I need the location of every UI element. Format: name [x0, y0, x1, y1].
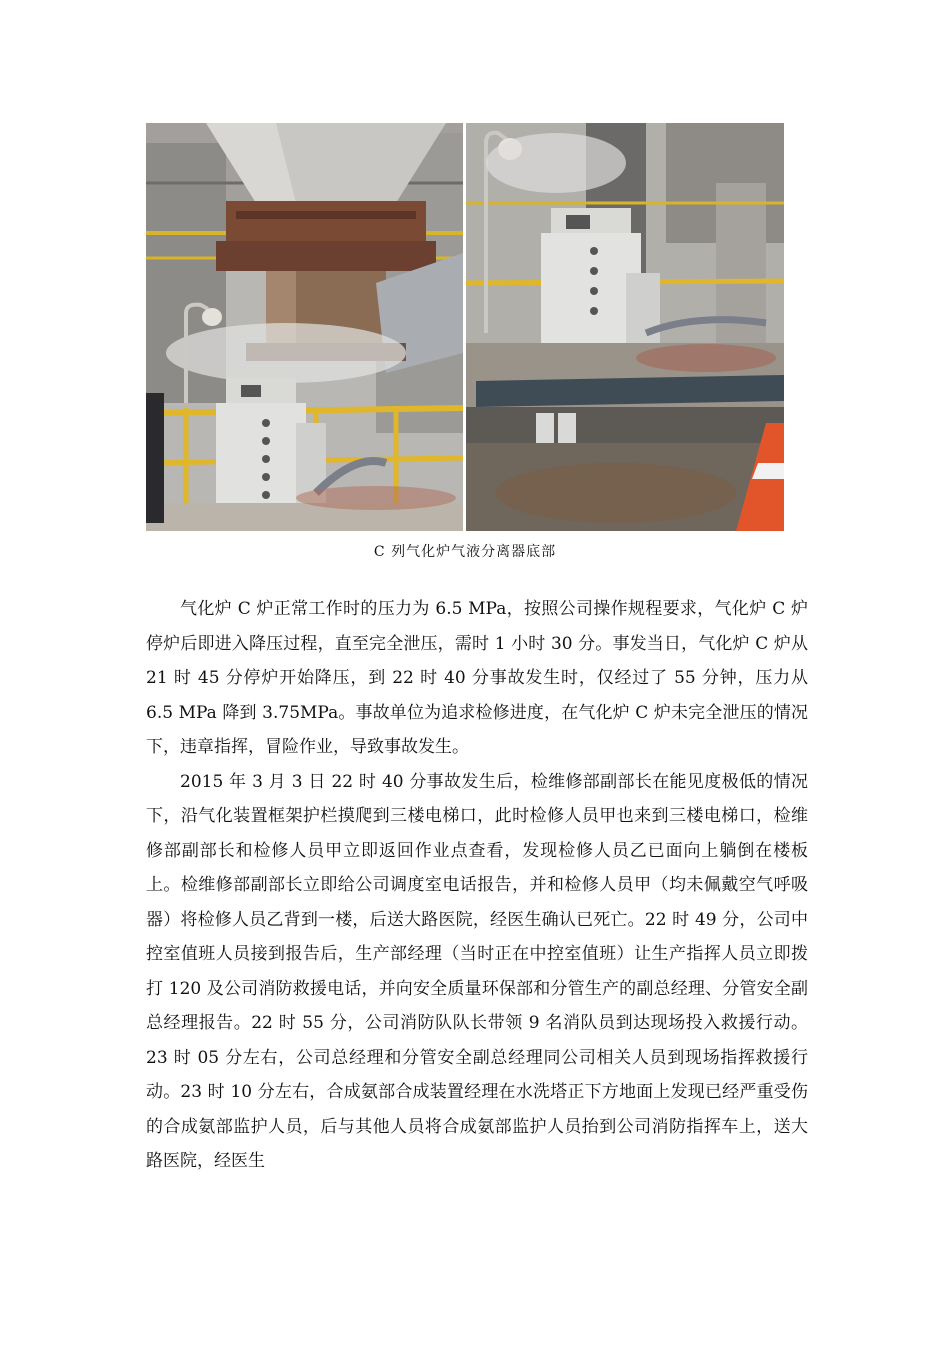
paragraph-pressure-process: 气化炉 C 炉正常工作时的压力为 6.5 MPa，按照公司操作规程要求，气化炉 C 炉停炉后即进入降压过程，直至完全泄压，需时 1 小时 30 分。事发当日，气化炉 C 炉从 21 时 45 分停炉开始降压，到 22 时 40 分事故发生时，仅经过了 55 分钟，压力从 6.5 MPa 降到 3.75MPa。事故单位为追求检修进度，在气化炉 C 炉未完全泄压的情况下，违章指挥，冒险作业，导致事故发生。	[146, 599, 808, 757]
body-text	[146, 592, 808, 1179]
photo-figure	[146, 123, 784, 531]
separator-bottom-photo-right	[466, 123, 784, 531]
separator-bottom-photo-left	[146, 123, 463, 531]
figure-caption: C 列气化炉气液分离器底部	[373, 544, 557, 560]
paragraph-rescue-timeline: 2015 年 3 月 3 日 22 时 40 分事故发生后，检维修部副部长在能见度极低的情况下，沿气化装置框架护栏摸爬到三楼电梯口，此时检修人员甲也来到三楼电梯口，检维修部副部长和检修人员甲立即返回作业点查看，发现检修人员乙已面向上躺倒在楼板上。检维修部副部长立即给公司调度室电话报告，并和检修人员甲（均未佩戴空气呼吸器）将检修人员乙背到一楼，后送大路医院，经医生确认已死亡。22 时 49 分，公司中控室值班人员接到报告后，生产部经理（当时正在中控室值班）让生产指挥人员立即拨打 120 及公司消防救援电话，并向安全质量环保部和分管生产的副总经理、分管安全副总经理报告。22 时 55 分，公司消防队队长带领 9 名消队员到达现场投入救援行动。23 时 05 分左右，公司总经理和分管安全副总经理同公司相关人员到现场指挥救援行动。23 时 10 分左右，合成氨部合成装置经理在水洗塔正下方地面上发现已经严重受伤的合成氨部监护人员，后与其他人员将合成氨部监护人员抬到公司消防指挥车上，送大路医院，经医生	[146, 771, 808, 1171]
photo-left	[146, 123, 463, 531]
photo-right	[466, 123, 784, 531]
